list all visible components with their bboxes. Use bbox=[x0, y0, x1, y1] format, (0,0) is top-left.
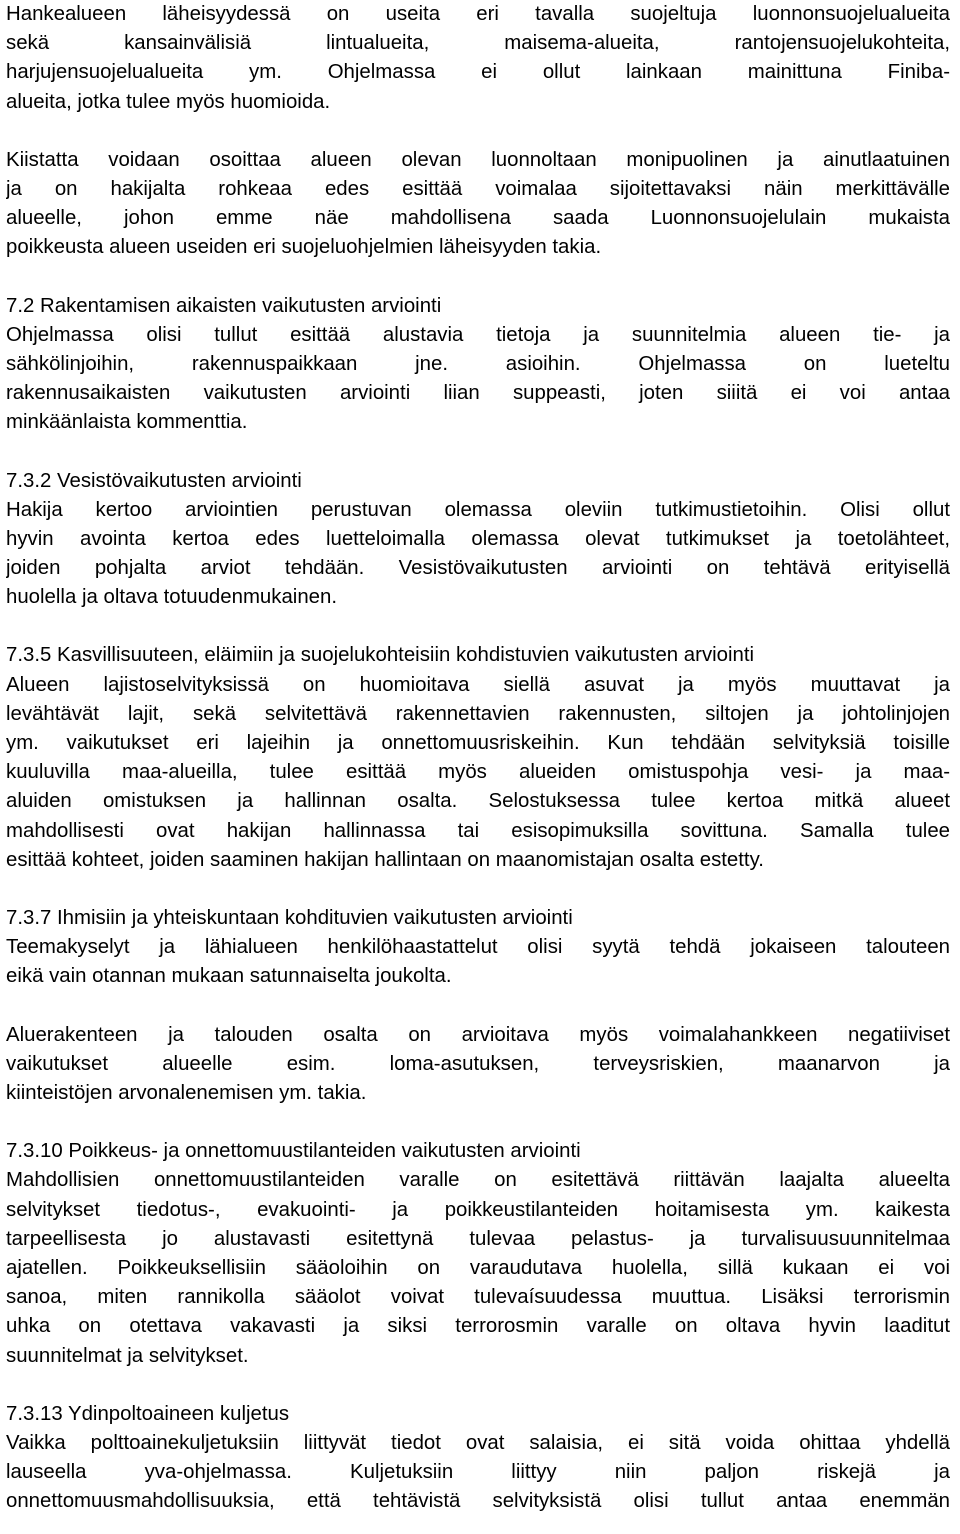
document-body bbox=[6, 0, 950, 1516]
text-line: uhka on otettava vakavasti ja siksi terrorosmin varalle on oltava hyvin laaditut bbox=[6, 1315, 950, 1338]
paragraph-regional-economy bbox=[6, 1021, 950, 1109]
section-heading: 7.3.5 Kasvillisuuteen, eläimiin ja suojelukohteisiin kohdistuvien vaikutusten arviointi bbox=[6, 644, 755, 667]
text-line: Teemakyselyt ja lähialueen henkilöhaastattelut olisi syytä tehdä jokaiseen talouteen bbox=[6, 936, 950, 959]
text-line: Aluerakenteen ja talouden osalta on arvioitava myös voimalahankkeen negatiiviset bbox=[6, 1023, 950, 1046]
text-line: Hankealueen läheisyydessä on useita eri tavalla suojeltuja luonnonsuojelualueita bbox=[6, 3, 950, 25]
text-line: sanoa, miten rannikolla sääolot voivat tulevaísuudessa muuttua. Lisäksi terrorismin bbox=[6, 1286, 950, 1309]
text-line: esittää kohteet, joiden saaminen hakijan hallintaan on maanomistajan osalta estetty. bbox=[6, 848, 764, 871]
section-heading: 7.3.2 Vesistövaikutusten arviointi bbox=[6, 469, 302, 492]
paragraph-gap bbox=[6, 438, 950, 467]
text-line: sähkölinjoihin, rakennuspaikkaan jne. asioihin. Ohjelmassa on lueteltu bbox=[6, 352, 950, 375]
text-line: sekä kansainvälisiä lintualueita, maisema-alueita, rantojensuojelukohteita, bbox=[6, 32, 950, 55]
paragraph-gap bbox=[6, 612, 950, 641]
text-line: Kiistatta voidaan osoittaa alueen olevan luonnoltaan monipuolinen ja ainutlaatuinen bbox=[6, 148, 950, 171]
section-heading: 7.2 Rakentamisen aikaisten vaikutusten arviointi bbox=[6, 294, 442, 317]
text-line: ym. vaikutukset eri lajeihin ja onnettomuusriskeihin. Kun tehdään selvityksiä toisille bbox=[6, 732, 950, 755]
text-line: ajatellen. Poikkeuksellisiin sääoloihin on varaudutava huolella, sillä kukaan ei voi bbox=[6, 1256, 950, 1279]
text-line: alueelle, johon emme näe mahdollisena saada Luonnonsuojelulain mukaista bbox=[6, 207, 950, 230]
section-heading: 7.3.13 Ydinpoltoaineen kuljetus bbox=[6, 1402, 290, 1425]
text-line: poikkeusta alueen useiden eri suojeluohjelmien läheisyyden takia. bbox=[6, 236, 602, 259]
text-line: huolella ja oltava totuudenmukainen. bbox=[6, 586, 338, 609]
text-line: onnettomuusmahdollisuuksia, että tehtävistä selvityksistä olisi tullut antaa enemmän bbox=[6, 1490, 950, 1513]
text-line: hyvin avointa kertoa edes luetteloimalla olemassa olevat tutkimukset ja toetolähteet, bbox=[6, 527, 950, 550]
text-line: tarpeellisesta jo alustavasti esitettynä tulevaa pelastus- ja turvalisuusuunnitelmaa bbox=[6, 1227, 950, 1250]
paragraph-gap bbox=[6, 1371, 950, 1400]
section-heading: 7.3.7 Ihmisiin ja yhteiskuntaan kohdituvien vaikutusten arviointi bbox=[6, 907, 573, 929]
text-line: suunnitelmat ja selvitykset. bbox=[6, 1344, 249, 1367]
text-line: joiden pohjalta arviot tehdään. Vesistövaikutusten arviointi on tehtävä erityisellä bbox=[6, 557, 950, 580]
text-line: harjujensuojelualueita ym. Ohjelmassa ei ollut lainkaan mainittuna Finiba- bbox=[6, 61, 950, 84]
paragraph-gap bbox=[6, 875, 950, 904]
text-line: eikä vain otannan mukaan satunnaiselta joukolta. bbox=[6, 965, 452, 988]
section-7-3-5 bbox=[6, 641, 950, 875]
section-7-3-7 bbox=[6, 904, 950, 992]
text-line: mahdollisesti ovat hakijan hallinnassa tai esisopimuksilla sovittuna. Samalla tulee bbox=[6, 819, 950, 842]
text-line: Alueen lajistoselvityksissä on huomioitava siellä asuvat ja myös muuttavat ja bbox=[6, 673, 950, 696]
text-line: alueita, jotka tulee myös huomioida. bbox=[6, 90, 331, 113]
section-7-2 bbox=[6, 292, 950, 438]
section-7-3-10 bbox=[6, 1137, 950, 1371]
text-line: levähtävät lajit, sekä selvitettävä rakennettavien rakennusten, siltojen ja johtolinjojen bbox=[6, 702, 950, 725]
text-line: selvitykset tiedotus-, evakuointi- ja poikkeustilanteiden hoitamisesta ym. kaikesta bbox=[6, 1198, 950, 1221]
text-line: vaikutukset alueelle esim. loma-asutuksen, terveysriskien, maanarvon ja bbox=[6, 1052, 950, 1075]
paragraph-gap bbox=[6, 263, 950, 292]
paragraph-gap bbox=[6, 992, 950, 1021]
paragraph-protected-areas bbox=[6, 0, 950, 117]
text-line: aluiden omistuksen ja hallinnan osalta. Selostuksessa tulee kertoa mitkä alueet bbox=[6, 790, 950, 813]
paragraph-uniqueness bbox=[6, 146, 950, 263]
text-line: rakennusaikaisten vaikutusten arviointi liian suppeasti, joten siiitä ei voi antaa bbox=[6, 382, 950, 405]
section-7-3-13 bbox=[6, 1400, 950, 1517]
section-7-3-2 bbox=[6, 467, 950, 613]
text-line: Ohjelmassa olisi tullut esittää alustavia tietoja ja suunnitelmia alueen tie- ja bbox=[6, 323, 950, 346]
text-line: minkäänlaista kommenttia. bbox=[6, 411, 248, 434]
paragraph-gap bbox=[6, 117, 950, 146]
text-line: Hakija kertoo arviointien perustuvan olemassa oleviin tutkimustietoihin. Olisi ollut bbox=[6, 498, 950, 521]
text-line: Mahdollisien onnettomuustilanteiden varalle on esitettävä riittävän laajalta alueelta bbox=[6, 1169, 950, 1192]
text-line: kuuluvilla maa-alueilla, tulee esittää myös alueiden omistuspohja vesi- ja maa- bbox=[6, 761, 950, 784]
text-line: kiinteistöjen arvonalenemisen ym. takia. bbox=[6, 1081, 367, 1104]
text-line: ja on hakijalta rohkeaa edes esittää voimalaa sijoitettavaksi näin merkittävälle bbox=[6, 177, 950, 200]
text-line: Vaikka polttoainekuljetuksiin liittyvät tiedot ovat salaisia, ei sitä voida ohittaa yhdellä bbox=[6, 1431, 950, 1454]
paragraph-gap bbox=[6, 1108, 950, 1137]
text-line: lauseella yva-ohjelmassa. Kuljetuksiin liittyy niin paljon riskejä ja bbox=[6, 1461, 950, 1484]
section-heading: 7.3.10 Poikkeus- ja onnettomuustilanteiden vaikutusten arviointi bbox=[6, 1140, 581, 1163]
